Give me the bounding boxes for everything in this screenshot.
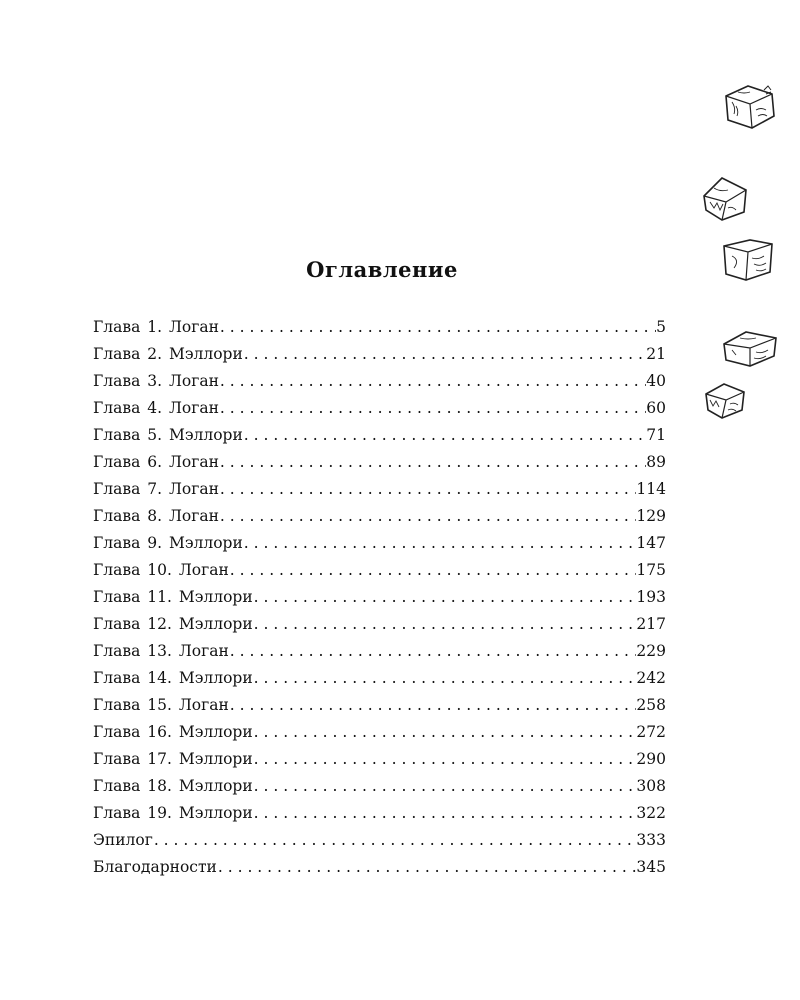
toc-entry [93,692,666,719]
toc-entry [93,584,666,611]
page-title: Оглавление [306,257,458,282]
toc-entry [93,341,666,368]
ice-cube-icon [702,380,748,422]
toc-entry-page-number: 129 [636,507,666,525]
ice-cube-icon [700,174,752,224]
toc-entry-page-number: 60 [646,399,666,417]
toc-leader-dots [253,800,637,827]
toc-entry-page-number: 322 [636,804,666,822]
toc-leader-dots [243,341,646,368]
toc-entry [93,557,666,584]
toc-entry [93,665,666,692]
toc-entry-label: Глава 12. Мэллори [93,615,253,633]
ice-cube-icon [720,82,778,132]
toc-leader-dots [253,665,637,692]
toc-leader-dots [253,746,637,773]
toc-entry-label: Глава 4. Логан [93,399,219,417]
toc-leader-dots [219,395,646,422]
toc-entry-label: Глава 15. Логан [93,696,229,714]
toc-entry-label: Глава 2. Мэллори [93,345,243,363]
ice-cube-icon [720,328,780,370]
toc-entry-label: Глава 10. Логан [93,561,229,579]
toc-leader-dots [253,773,637,800]
toc-leader-dots [229,638,637,665]
toc-entry-page-number: 345 [636,858,666,876]
toc-leader-dots [243,530,637,557]
toc-entry [93,611,666,638]
toc-entry-label: Глава 6. Логан [93,453,219,471]
table-of-contents [93,314,666,881]
toc-entry-page-number: 21 [646,345,666,363]
toc-entry-page-number: 193 [636,588,666,606]
toc-leader-dots [243,422,646,449]
toc-entry [93,530,666,557]
toc-entry-label: Глава 8. Логан [93,507,219,525]
toc-entry [93,719,666,746]
toc-entry-page-number: 40 [646,372,666,390]
toc-leader-dots [219,368,646,395]
toc-leader-dots [253,719,637,746]
toc-entry [93,368,666,395]
toc-entry [93,476,666,503]
toc-entry-page-number: 290 [636,750,666,768]
toc-leader-dots [219,503,636,530]
toc-entry-label: Эпилог [93,831,153,849]
toc-leader-dots [153,827,637,854]
toc-entry-page-number: 229 [636,642,666,660]
toc-entry-label: Глава 13. Логан [93,642,229,660]
toc-leader-dots [253,584,637,611]
toc-entry-page-number: 71 [646,426,666,444]
toc-entry-page-number: 258 [636,696,666,714]
toc-leader-dots [229,692,637,719]
toc-entry [93,854,666,881]
toc-entry-label: Глава 1. Логан [93,318,219,336]
toc-entry-page-number: 272 [636,723,666,741]
toc-entry-page-number: 333 [636,831,666,849]
toc-entry [93,827,666,854]
toc-leader-dots [229,557,637,584]
toc-leader-dots [219,314,656,341]
toc-entry [93,422,666,449]
toc-entry-label: Глава 16. Мэллори [93,723,253,741]
toc-entry [93,638,666,665]
toc-entry [93,314,666,341]
toc-entry [93,773,666,800]
toc-leader-dots [253,611,637,638]
toc-entry-page-number: 89 [646,453,666,471]
toc-entry [93,503,666,530]
toc-entry-label: Глава 3. Логан [93,372,219,390]
toc-leader-dots [219,449,646,476]
toc-entry [93,449,666,476]
toc-entry-page-number: 175 [636,561,666,579]
toc-entry [93,746,666,773]
toc-entry-label: Благодарности [93,858,217,876]
toc-entry [93,800,666,827]
toc-entry-page-number: 114 [636,480,666,498]
toc-entry-label: Глава 5. Мэллори [93,426,243,444]
toc-entry-page-number: 242 [636,669,666,687]
toc-entry-page-number: 147 [636,534,666,552]
toc-entry-label: Глава 11. Мэллори [93,588,253,606]
toc-entry-label: Глава 17. Мэллори [93,750,253,768]
toc-entry-page-number: 308 [636,777,666,795]
toc-entry-page-number: 217 [636,615,666,633]
toc-entry-label: Глава 19. Мэллори [93,804,253,822]
toc-leader-dots [219,476,636,503]
toc-entry-label: Глава 18. Мэллори [93,777,253,795]
toc-entry-page-number: 5 [656,318,666,336]
toc-entry-label: Глава 9. Мэллори [93,534,243,552]
toc-entry-label: Глава 7. Логан [93,480,219,498]
ice-cube-icon [720,236,776,284]
toc-entry [93,395,666,422]
toc-leader-dots [217,854,637,881]
toc-entry-label: Глава 14. Мэллори [93,669,253,687]
